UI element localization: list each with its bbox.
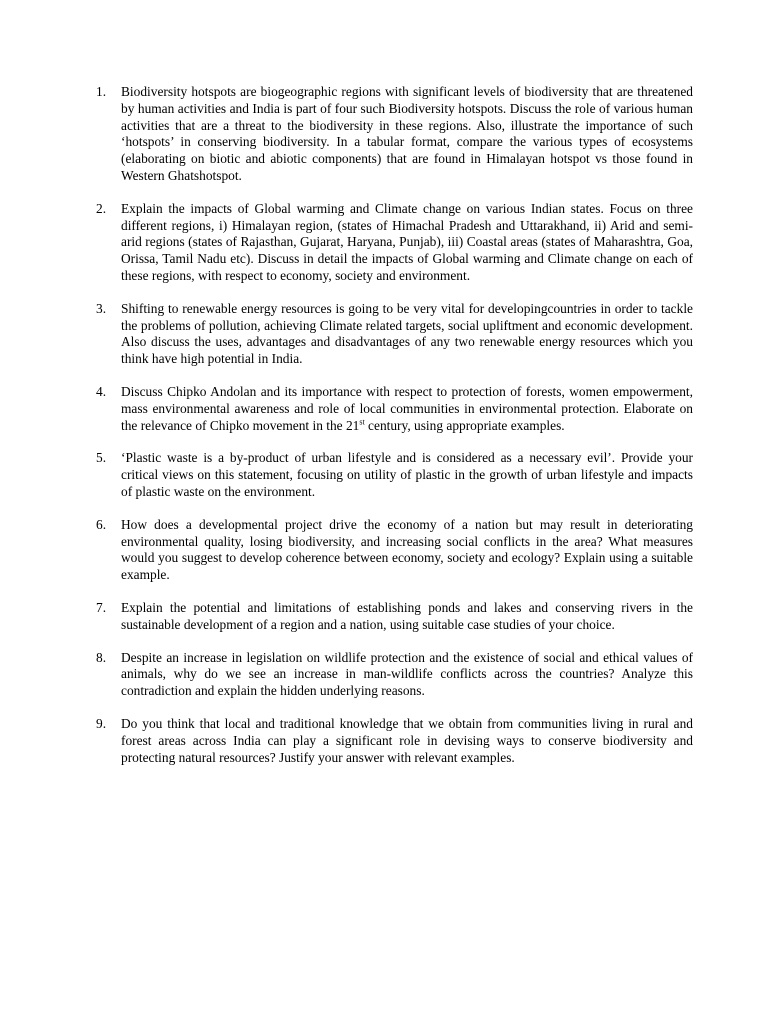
- question-item-8: [96, 649, 693, 700]
- question-item-9: [96, 715, 693, 766]
- question-text: Do you think that local and traditional knowledge that we obtain from communities living in rural and forest areas across India can play a significant role in devising ways to conserve biodiversity and protecting natural resources? Justify your answer with relevant examples.: [121, 715, 693, 765]
- question-text: Biodiversity hotspots are biogeographic regions with significant levels of biodiversity that are threatened by human activities and India is part of four such Biodiversity hotspots. Discuss the role of various human activities that are a threat to the biodiversity in these regions. Also, illustrate the importance of such ‘hotspots’ in conserving biodiversity. In a tabular format, compare the various types of ecosystems (elaborating on biotic and abiotic components) that are found in Himalayan hotspot vs those found in Western Ghatshotspot.: [121, 84, 693, 183]
- question-item-2: [96, 200, 693, 285]
- question-item-1: [96, 84, 693, 185]
- question-number: 5.: [96, 450, 107, 466]
- question-number: 1.: [96, 84, 107, 99]
- question-item-5: [96, 450, 693, 500]
- ordinal-superscript: st: [359, 417, 365, 427]
- question-text: Shifting to renewable energy resources is going to be very vital for developingcountries in order to tackle the problems of pollution, achieving Climate related targets, social upliftment and economic development. Also discuss the uses, advantages and disadvantages of any two renewable energy resources which you think have high potential in India.: [121, 300, 693, 367]
- question-number: 7.: [96, 599, 107, 615]
- question-text: ‘Plastic waste is a by-product of urban lifestyle and is considered as a necessary evil’. Provide your critical views on this statement, focusing on utility of plastic in the growth of urban lifestyle and impacts of plastic waste on the environment.: [121, 450, 693, 499]
- question-item-6: [96, 516, 693, 584]
- question-number: 9.: [96, 715, 107, 731]
- question-item-4: [96, 383, 693, 434]
- question-list: [0, 84, 768, 766]
- question-text: Discuss Chipko Andolan and its importance with respect to protection of forests, women empowerment, mass environmental awareness and role of local communities in environmental protection. Elaborate on the relevance of Chipko movement in the 21: [121, 383, 693, 433]
- question-number: 6.: [96, 516, 107, 532]
- document-page: [0, 84, 768, 782]
- question-number: 4.: [96, 383, 107, 399]
- question-text: Explain the potential and limitations of establishing ponds and lakes and conserving rivers in the sustainable development of a region and a nation, using suitable case studies of your choice.: [121, 599, 693, 632]
- question-number: 3.: [96, 300, 107, 316]
- question-text: Despite an increase in legislation on wildlife protection and the existence of social and ethical values of animals, why do we see an increase in man-wildlife conflicts across the countries? Analyze this contradiction and explain the hidden underlying reasons.: [121, 649, 693, 699]
- question-text-continued: century, using appropriate examples.: [364, 417, 565, 433]
- question-item-3: [96, 300, 693, 368]
- question-number: 2.: [96, 200, 107, 216]
- question-item-7: [96, 599, 693, 634]
- question-text: Explain the impacts of Global warming and Climate change on various Indian states. Focus on three different regions, i) Himalayan region, (states of Himachal Pradesh and Uttarakhand, ii) Arid and semi-arid regions (states of Rajasthan, Gujarat, Haryana, Punjab), iii) Coastal areas (states of Maharashtra, Goa, Orissa, Tamil Nadu etc). Discuss in detail the impacts of Global warming and Climate change on each of these regions, with respect to economy, society and environment.: [121, 200, 693, 283]
- question-number: 8.: [96, 649, 107, 665]
- question-text: How does a developmental project drive the economy of a nation but may result in deteriorating environmental quality, losing biodiversity, and increasing social conflicts in the area? What measures would you suggest to develop coherence between economy, society and ecology? Explain using a suitable example.: [121, 516, 693, 583]
